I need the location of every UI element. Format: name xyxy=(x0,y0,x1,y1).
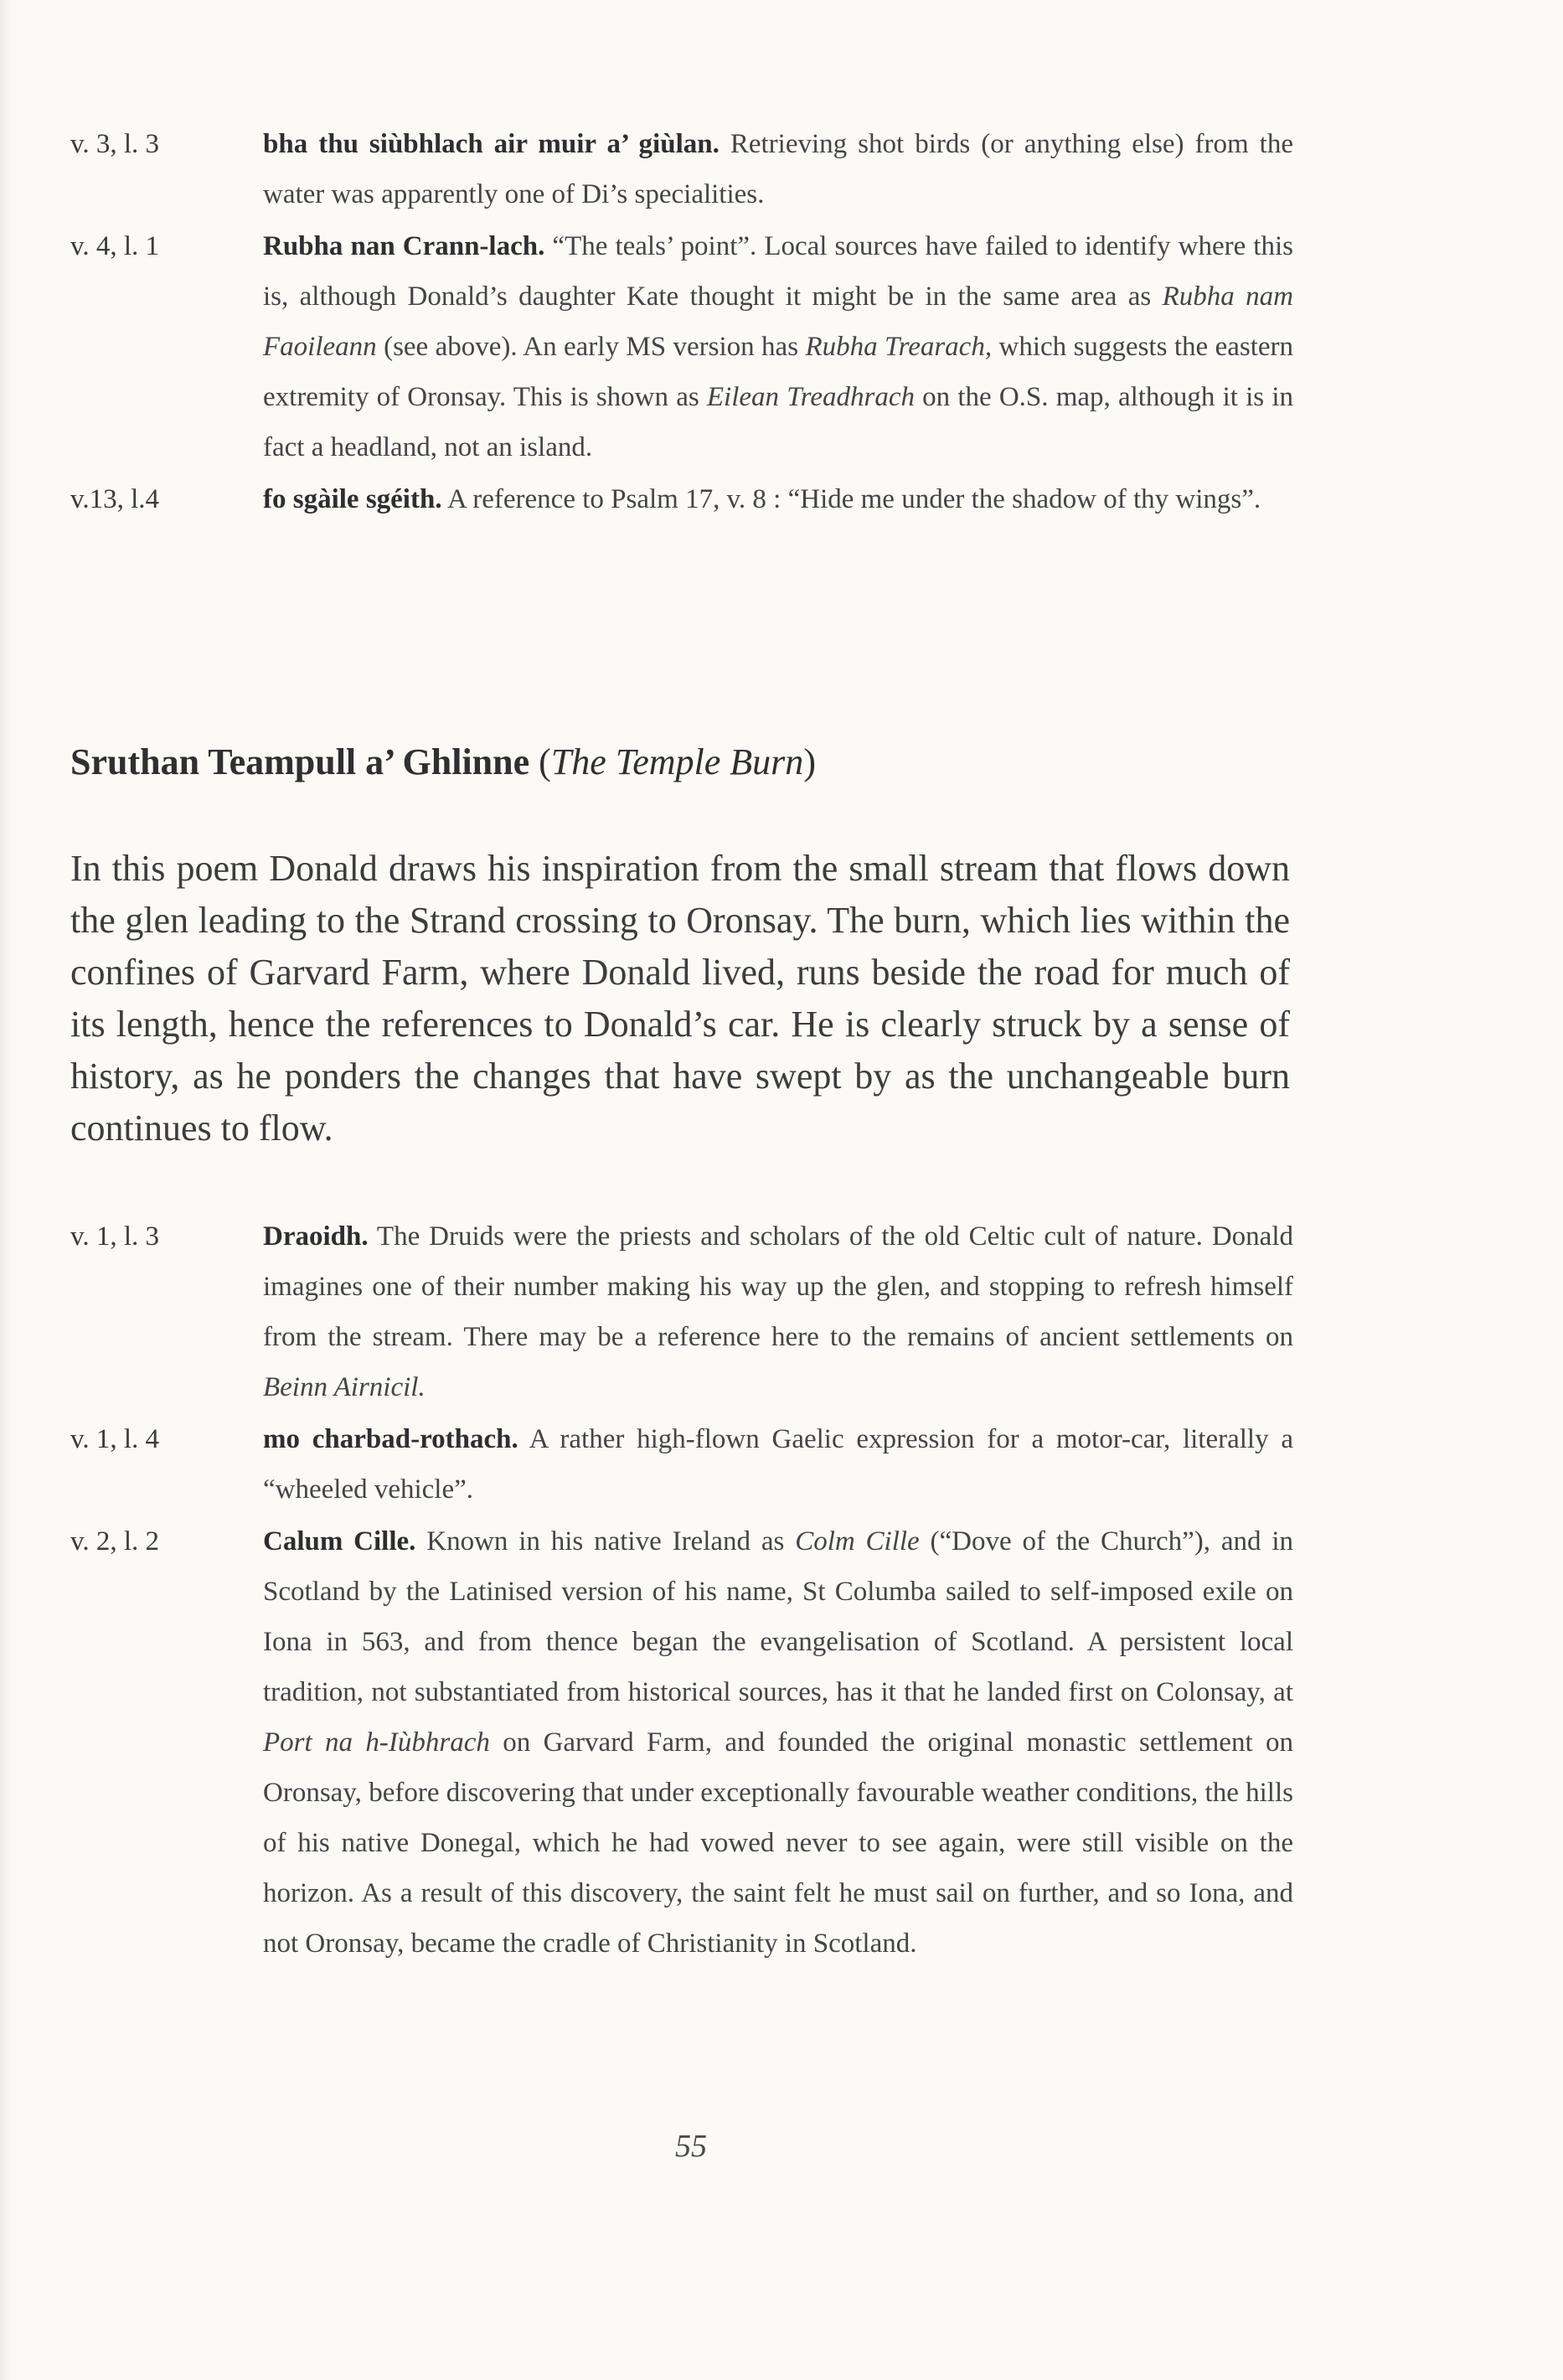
note-italic: Colm Cille xyxy=(795,1526,920,1557)
verse-reference: v. 2, l. 2 xyxy=(70,1526,160,1557)
note-span: on Garvard Farm, and founded the original monastic settlement on Oronsay, before discovering that under exceptionally favourable weather conditions, the hills of his native Donegal, which he had vowed never to see again, were still visible on the horizon. As a result of this discovery, the saint felt he must sail on further, and so Iona, and not Oronsay, became the cradle of Christianity in Scotland. xyxy=(263,1727,1293,1959)
note-italic: Port na h-Iùbhrach xyxy=(263,1727,490,1758)
note-text xyxy=(263,474,1293,524)
note-headword: fo sgàile sgéith. xyxy=(263,484,442,514)
note-text xyxy=(263,119,1293,219)
note-text xyxy=(263,1414,1293,1515)
note-entry xyxy=(70,1516,1293,1969)
notes-bottom xyxy=(70,1211,1293,1970)
section-title-close: ) xyxy=(803,741,816,782)
note-span: which suggests the eastern extremity of Oronsay. This is shown as xyxy=(263,332,1294,412)
note-headword: Draoidh. xyxy=(263,1221,369,1252)
page-number: 55 xyxy=(675,2129,707,2164)
note-span: A reference to Psalm 17, v. 8 : “Hide me under the shadow of thy wings”. xyxy=(441,484,1261,514)
note-italic: Rubha nam Faoileann xyxy=(263,281,1293,362)
note-entry xyxy=(70,119,1293,219)
verse-reference: v. 4, l. 1 xyxy=(70,231,160,261)
note-span: (“Dove of the Church”), and in Scotland by the Latinised version of his name, St Columba sailed to self-imposed exile on Iona in 563, and from thence began the evangelisation of Scotland. A persistent local tradition, not substantiated from historical sources, has it that he landed first on Colonsay, at xyxy=(263,1526,1293,1707)
note-entry xyxy=(70,1211,1293,1412)
verse-reference: v. 1, l. 4 xyxy=(70,1424,160,1454)
note-italic: Beinn Airnicil. xyxy=(263,1372,426,1402)
note-entry xyxy=(70,221,1293,472)
note-span: The Druids were the priests and scholars of the old Celtic cult of nature. Donald imagines one of their number making his way up the glen, and stopping to refresh himself from the stream. There may be a reference here to the remains of ancient settlements on xyxy=(263,1221,1293,1352)
note-headword: bha thu siùbhlach air muir a’ giùlan. xyxy=(263,129,720,159)
section-title-main: Sruthan Teampull a’ Ghlinne xyxy=(70,741,530,782)
verse-reference: v. 1, l. 3 xyxy=(70,1221,160,1252)
section-title xyxy=(70,737,816,787)
note-headword: Rubha nan Crann-lach. xyxy=(263,231,545,261)
note-entry xyxy=(70,1414,1293,1515)
notes-top xyxy=(70,119,1293,526)
note-entry xyxy=(70,474,1293,524)
page-edge-shadow xyxy=(0,0,12,2380)
section-title-translation: The Temple Burn xyxy=(550,741,804,782)
verse-reference: v.13, l.4 xyxy=(70,484,160,514)
verse-reference: v. 3, l. 3 xyxy=(70,129,160,159)
note-text xyxy=(263,1211,1293,1412)
note-headword: Calum Cille. xyxy=(263,1526,416,1557)
note-span: on the O.S. map, although it is in fact a headland, not an island. xyxy=(263,382,1293,462)
note-text xyxy=(263,221,1293,472)
intro-paragraph: In this poem Donald draws his inspiration from the small stream that flows down the glen leading to the Strand crossing to Oronsay. The burn, which lies within the confines of Garvard Farm, where Donald lived, runs beside the road for much of its length, hence the references to Donald’s car. He is clearly struck by a sense of history, as he ponders the changes that have swept by as the unchangeable burn continues to flow. xyxy=(70,848,1290,1149)
note-text xyxy=(263,1516,1293,1969)
note-headword: mo charbad-rothach. xyxy=(263,1424,518,1454)
note-span: A rather high-flown Gaelic expression for a motor-car, literally a “wheeled vehicle”. xyxy=(263,1424,1293,1505)
note-italic: Rubha Trearach, xyxy=(805,332,993,362)
note-span: Retrieving shot birds (or anything else) from the water was apparently one of Di’s specialities. xyxy=(263,129,1293,209)
note-span: (see above). An early MS version has xyxy=(376,332,806,362)
note-italic: Eilean Treadhrach xyxy=(706,382,915,412)
note-span: “The teals’ point”. Local sources have failed to identify where this is, although Donald’s daughter Kate thought it might be in the same area as xyxy=(263,231,1293,312)
section-title-open: ( xyxy=(529,741,551,782)
note-span: Known in his native Ireland as xyxy=(415,1526,796,1557)
